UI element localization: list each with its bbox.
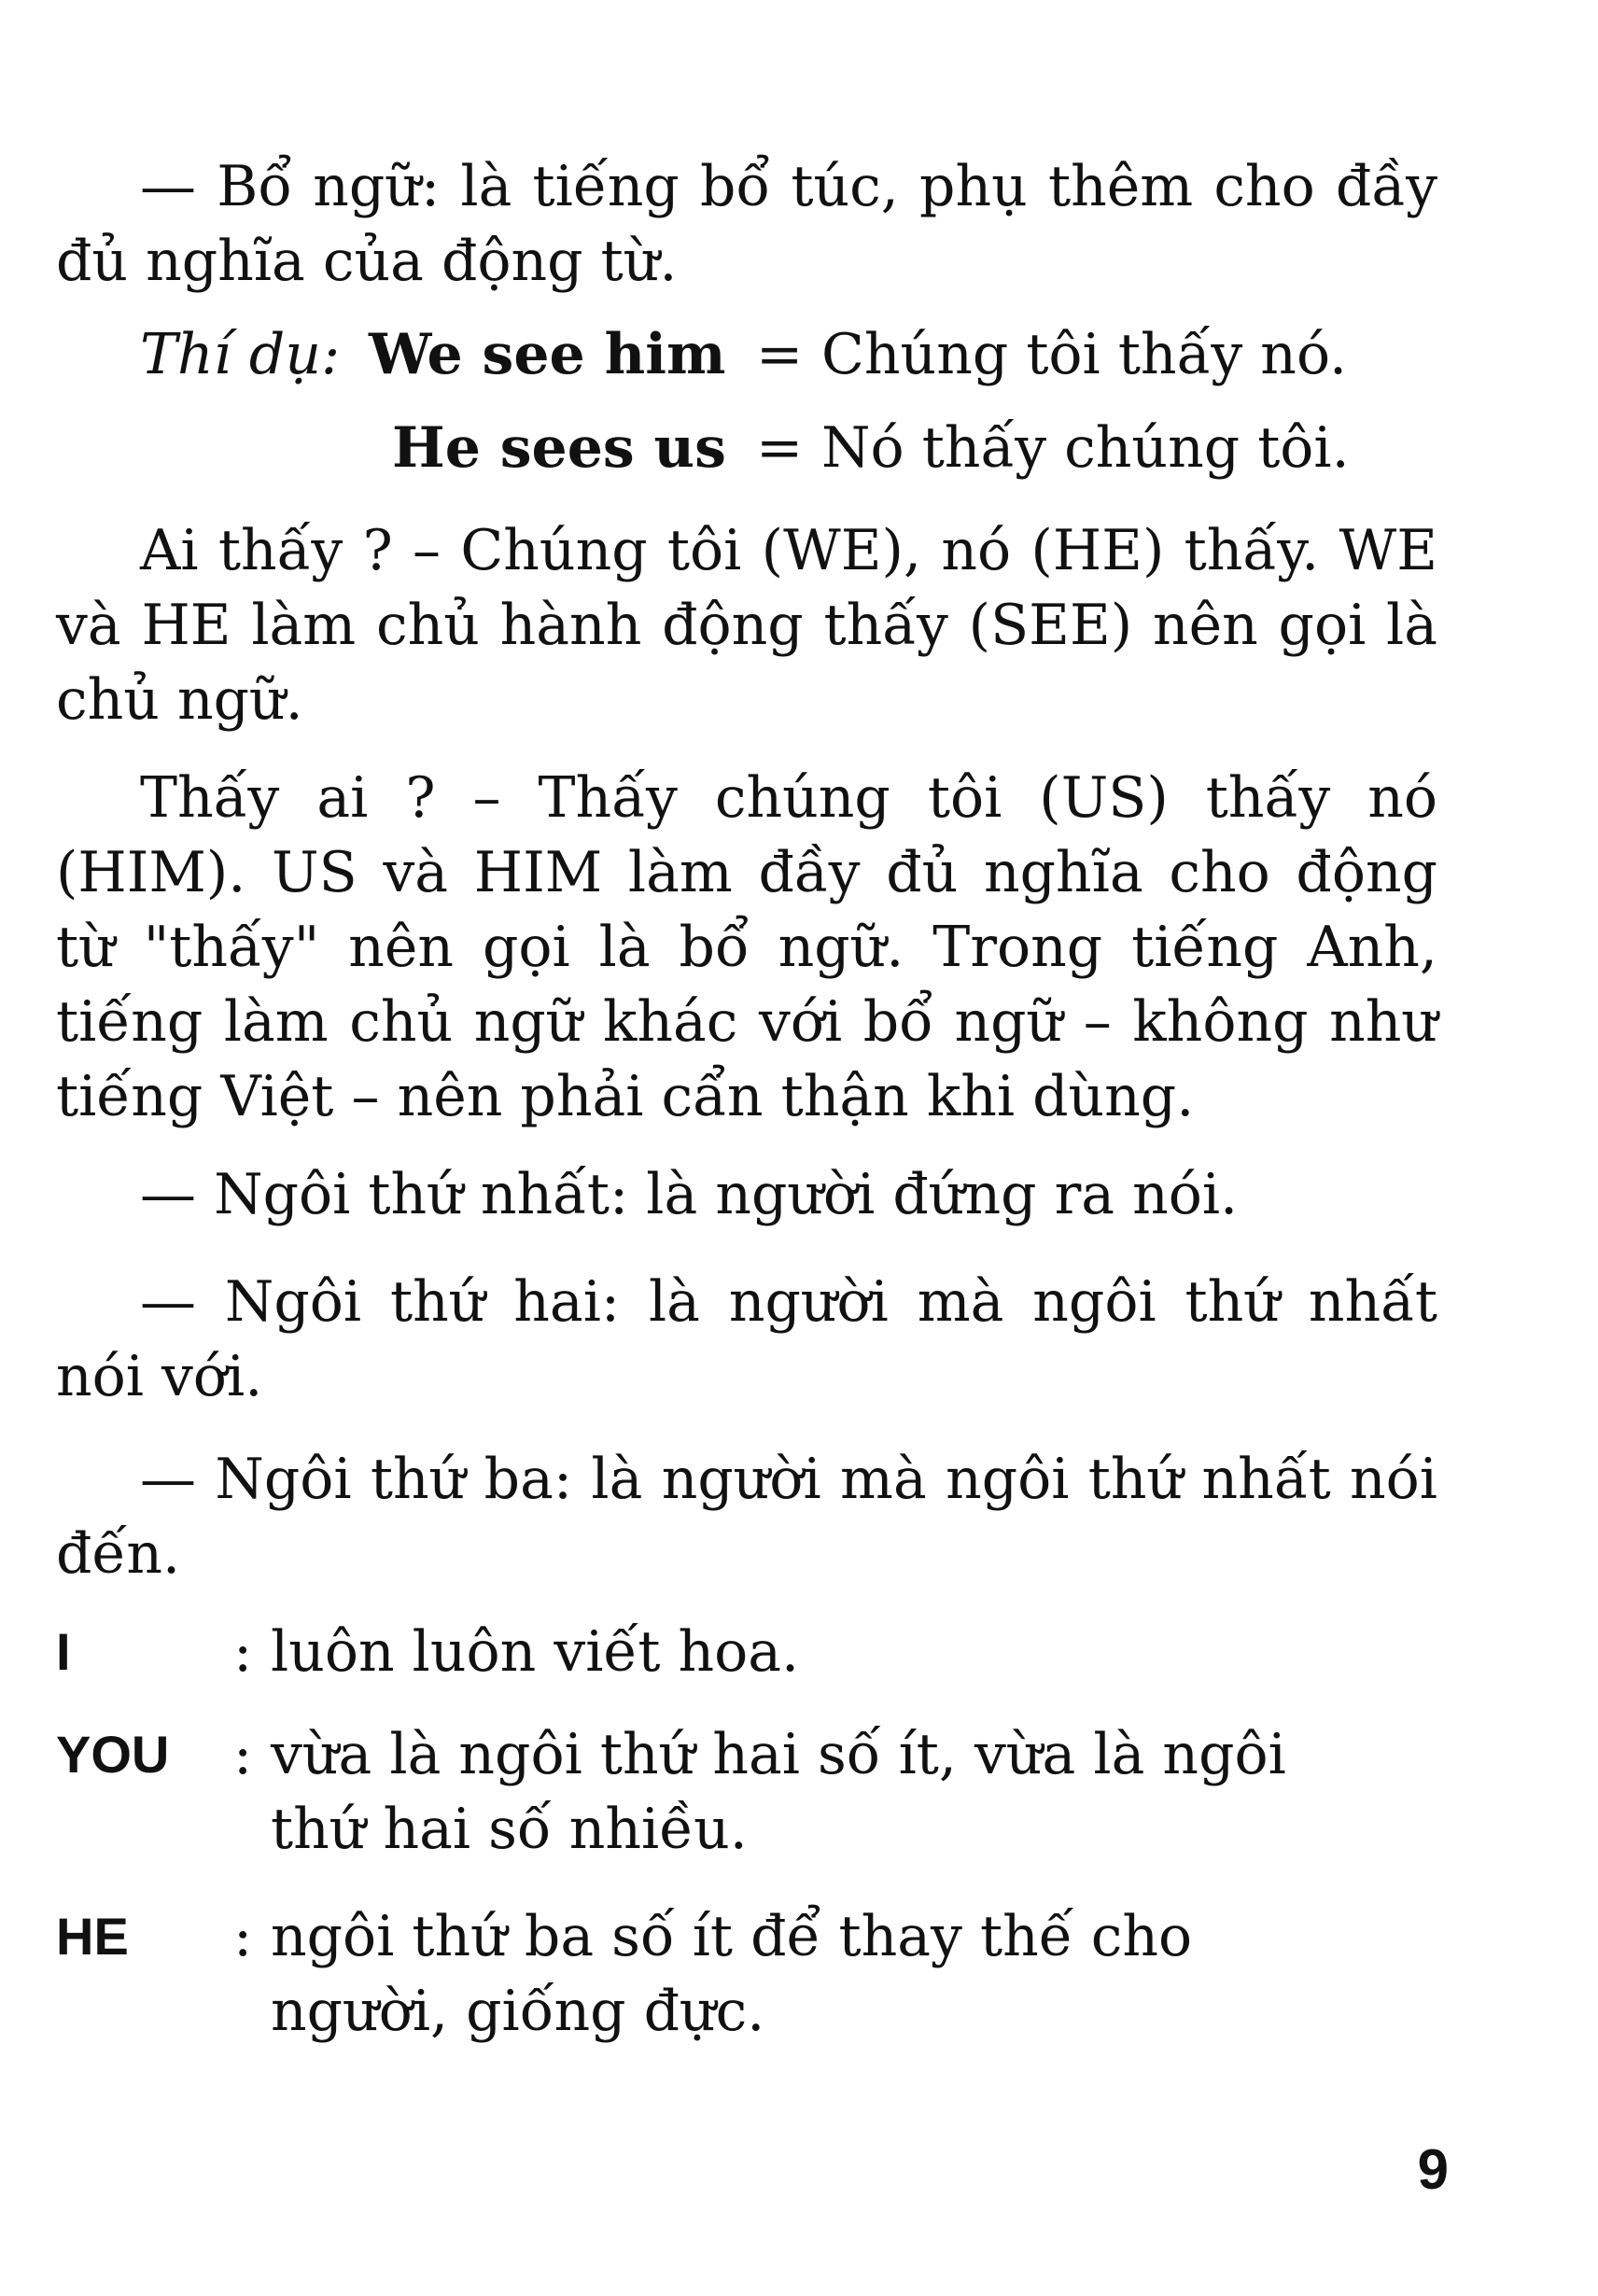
example-label: Thí dụ: xyxy=(140,322,341,387)
paragraph-ngoi-thu-hai: — Ngôi thứ hai: là người mà ngôi thứ nhất nói với. xyxy=(56,1269,1437,1409)
paragraph-ngoi-thu-nhat: — Ngôi thứ nhất: là người đứng ra nói. xyxy=(140,1162,1239,1227)
definition-colon: : xyxy=(233,1904,253,1969)
paragraph-ngoi-thu-ba: — Ngôi thứ ba: là người mà ngôi thứ nhất nói đến. xyxy=(56,1447,1437,1587)
example-1-english: We see him xyxy=(369,322,726,387)
example-1-equals: = xyxy=(756,322,804,387)
example-1-vietnamese: Chúng tôi thấy nó. xyxy=(821,322,1348,387)
definition-text: luôn luôn viết hoa. xyxy=(271,1619,800,1685)
page-number: 9 xyxy=(1417,2138,1449,2201)
paragraph-bo-ngu-definition: — Bổ ngữ: là tiếng bổ túc, phụ thêm cho đầy đủ nghĩa của động từ. xyxy=(56,154,1437,294)
definition-term: YOU xyxy=(56,1725,170,1784)
example-2-english: He sees us xyxy=(392,415,726,481)
paragraph-ai-thay: Ai thấy ? – Chúng tôi (WE), nó (HE) thấy. WE và HE làm chủ hành động thấy (SEE) nên gọi là chủ ngữ. xyxy=(56,518,1437,733)
example-2-equals: = xyxy=(756,415,804,481)
example-line-1 xyxy=(140,317,340,392)
definition-text: vừa là ngôi thứ hai số ít, vừa là ngôi thứ hai số nhiều. xyxy=(271,1722,1286,1862)
paragraph-thay-ai: Thấy ai ? – Thấy chúng tôi (US) thấy nó (HIM). US và HIM làm đầy đủ nghĩa cho động từ "thấy" nên gọi là bổ ngữ. Trong tiếng Anh, tiếng làm chủ ngữ khác với bổ ngữ – không như tiếng Việt – nên phải cẩn thận khi dùng. xyxy=(56,765,1437,1129)
definition-term: I xyxy=(56,1622,71,1681)
definition-colon: : xyxy=(233,1722,253,1787)
example-2-vietnamese: Nó thấy chúng tôi. xyxy=(821,415,1350,481)
definition-colon: : xyxy=(233,1619,253,1685)
definition-term: HE xyxy=(56,1907,129,1966)
definition-text: ngôi thứ ba số ít để thay thế cho người, giống đực. xyxy=(271,1904,1193,2044)
